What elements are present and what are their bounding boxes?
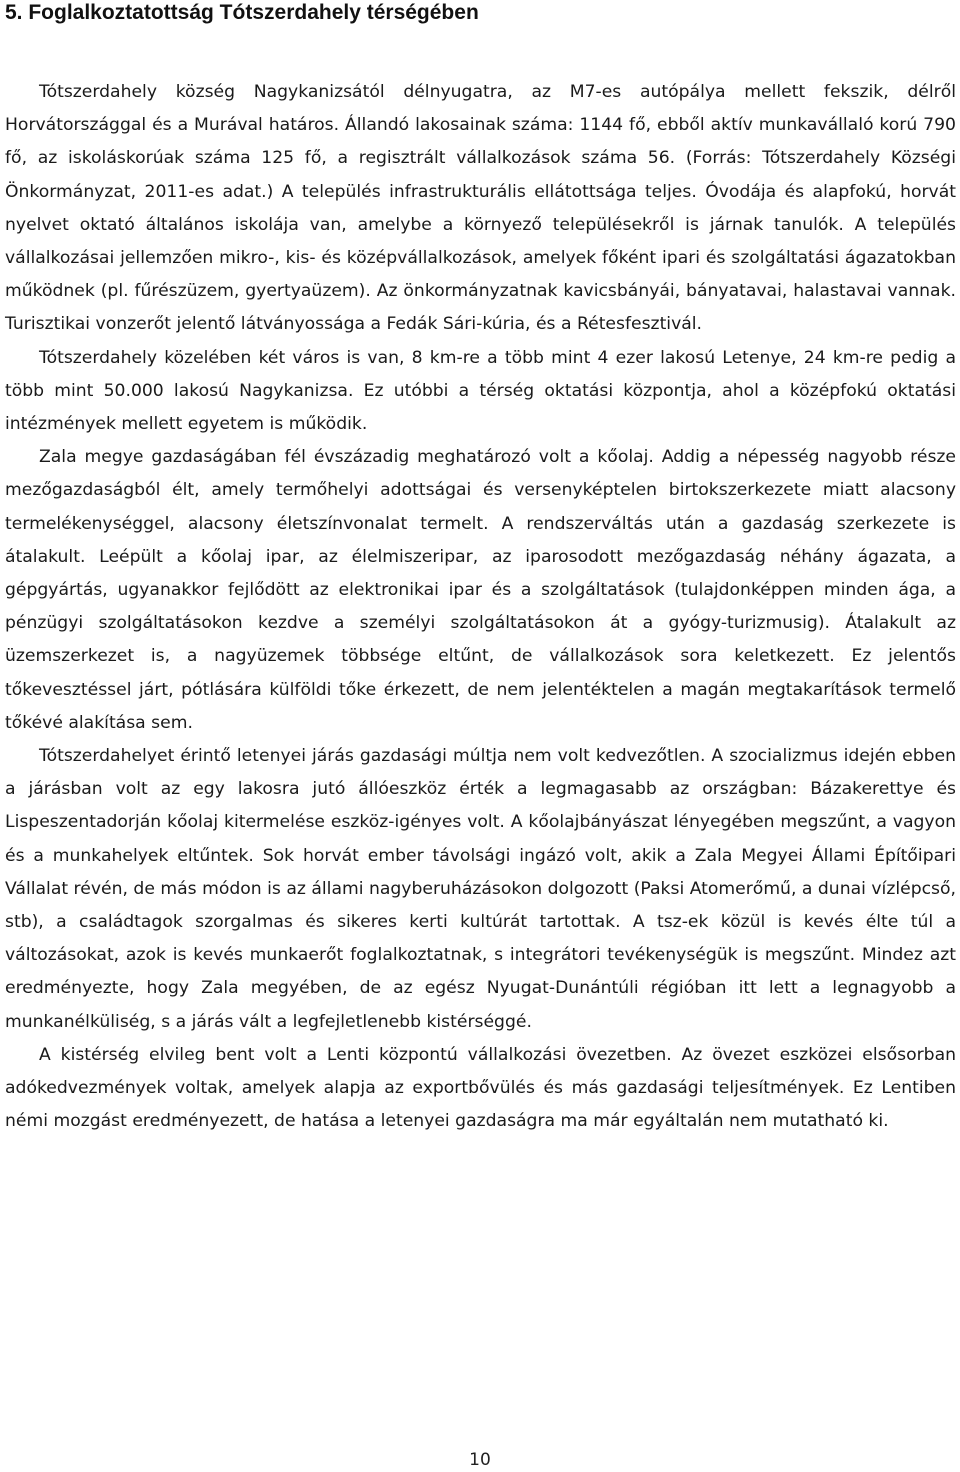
paragraph-county-economy: Zala megye gazdaságában fél évszázadig meghatározó volt a kőolaj. Addig a népesség nagyobb része mezőgazdaságból élt, amely termőhelyi adottságai és versenyképtelen birtokszerkezete miatt alacsony termelékenységgel, alacsony életszínvonalat termelt. A rendszerváltás után a gazdaság szerkezete is átalakult. Leépült a kőolaj ipar, az élelmiszeripar, az iparosodott mezőgazdaság néhány ágazata, a gépgyártás, ugyanakkor fejlődött az elektronikai ipar és a szolgáltatások (tulajdonképpen minden ága, a pénzügyi szolgáltatásokon kezdve a személyi szolgáltatásokon át a gyógy-turizmusig). Átalakult az üzemszerkezet is, a nagyüzemek többsége eltűnt, de vállalkozások sora keletkezett. Ez jelentős tőkevesztéssel járt, pótlására külföldi tőke érkezett, de nem jelentéktelen a magán megtakarítások termelő tőkévé alakítása sem.	[5, 447, 956, 733]
page-number: 10	[469, 1450, 491, 1470]
paragraph-district-history: Tótszerdahelyet érintő letenyei járás gazdasági múltja nem volt kedvezőtlen. A szocializmus idején ebben a járásban volt az egy lakosra jutó állóeszköz érték a legmagasabb az országban: Bázakerettye és Lispeszentadorján kőolaj kitermelése eszköz-igényes volt. A kőolajbányászat lényegében megszűnt, a vagyon és a munkahelyek eltűntek. Sok horvát ember távolsági ingázó volt, akik a Zala Megyei Állami Építőipari Vállalat révén, de más módon is az állami nagyberuházásokon dolgozott (Paksi Atomerőmű, a dunai vízlépcső, stb), a családtagok szorgalmas és sikeres kerti kultúrát tartottak. A tsz-ek közül is kevés élte túl a változásokat, azok is kevés munkaerőt foglalkoztatnak, s integrátori tevékenységük is megszűnt. Mindez azt eredményezte, hogy Zala megyében, de az egész Nyugat-Dunántúli régióban itt lett a legnagyobb a munkanélküliség, s a járás vált a legfejletlenebb kistérséggé.	[5, 746, 956, 1032]
paragraph-nearby-towns: Tótszerdahely közelében két város is van, 8 km-re a több mint 4 ezer lakosú Letenye, 24 km-re pedig a több mint 50.000 lakosú Nagykanizsa. Ez utóbbi a térség oktatási központja, ahol a középfokú oktatási intézmények mellett egyetem is működik.	[5, 347, 956, 435]
body-text	[5, 76, 956, 1139]
paragraph-enterprise-zone: A kistérség elvileg bent volt a Lenti központú vállalkozási övezetben. Az övezet eszközei elsősorban adókedvezmények voltak, amelyek alapja az exportbővülés és más gazdasági teljesítmények. Ez Lentiben némi mozgást eredményezett, de hatása a letenyei gazdaságra ma már egyáltalán nem mutatható ki.	[5, 1044, 956, 1132]
paragraph-location: Tótszerdahely község Nagykanizsától délnyugatra, az M7-es autópálya mellett fekszik, délről Horvátországgal és a Murával határos. Állandó lakosainak száma: 1144 fő, ebből aktív munkavállaló korú 790 fő, az iskoláskorúak száma 125 fő, a regisztrált vállalkozások száma 56. (Forrás: Tótszerdahely Községi Önkormányzat, 2011-es adat.) A település infrastrukturális ellátottsága teljes. Óvodája és alapfokú, horvát nyelvet oktató általános iskolája van, amelybe a környező településekről is járnak tanulók. A település vállalkozásai jellemzően mikro-, kis- és középvállalkozások, amelyek főként ipari és szolgáltatási ágazatokban működnek (pl. fűrészüzem, gyertyaüzem). Az önkormányzatnak kavicsbányái, bányatavai, halastavai vannak. Turisztikai vonzerőt jelentő látványossága a Fedák Sári-kúria, és a Rétesfesztivál.	[5, 82, 956, 335]
section-heading: 5. Foglalkoztatottság Tótszerdahely térségében	[5, 1, 479, 24]
